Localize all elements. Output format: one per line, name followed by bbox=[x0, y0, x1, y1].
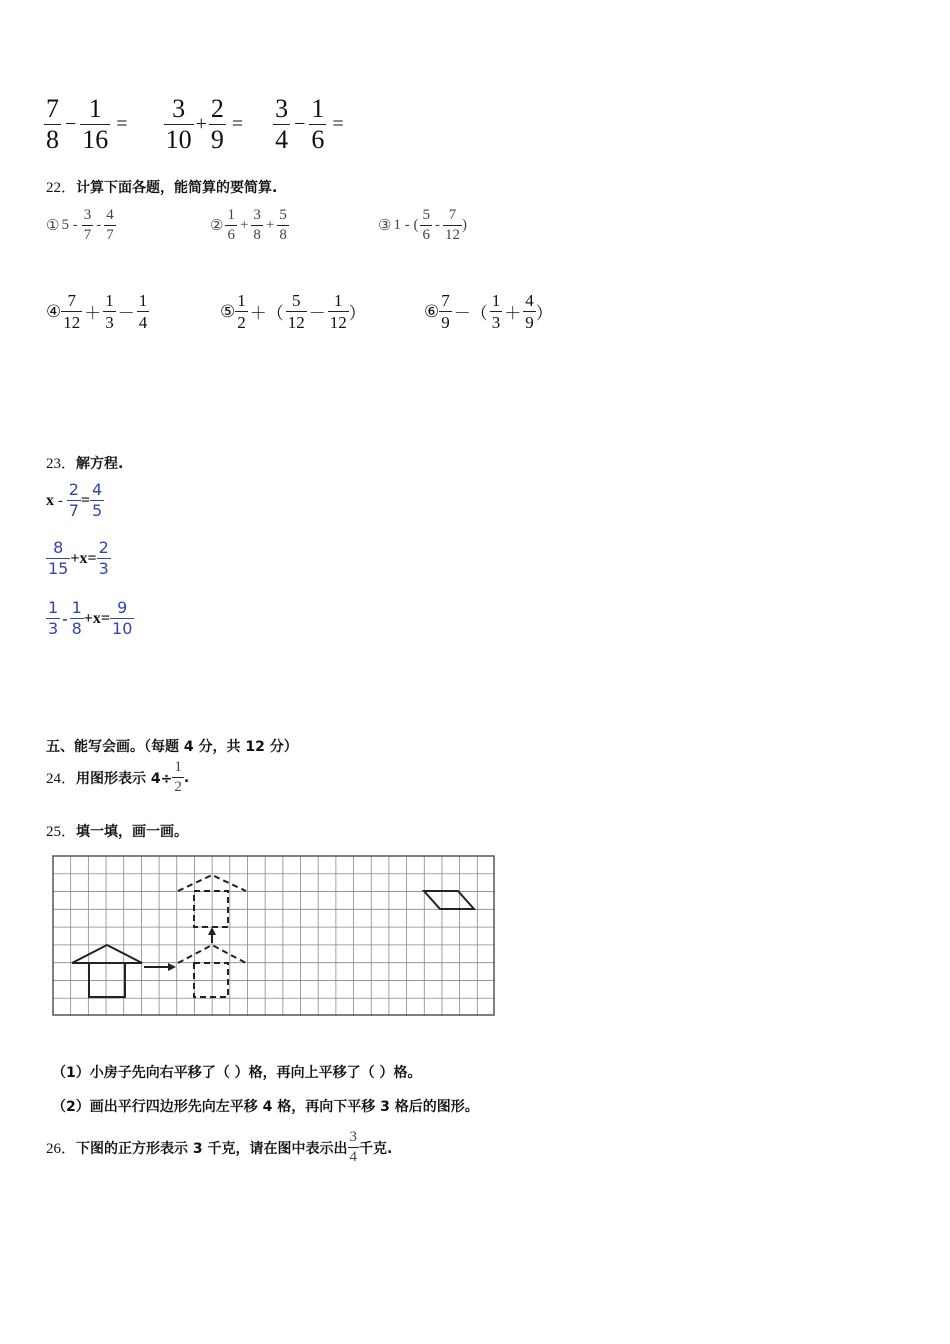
fraction: $\frac{7}{8}$ bbox=[46, 94, 59, 154]
q22-item-2: ② $\frac{1}{6}$ + $\frac{3}{8}$ + $\frac{5}{8}$ bbox=[210, 207, 287, 243]
q25-sub-2: （2）画出平行四边形先向左平移 4 格，再向下平移 3 格后的图形。 bbox=[52, 1099, 479, 1115]
q22-item-1: ① 5 - $\frac{3}{7}$ - $\frac{4}{7}$ bbox=[46, 207, 114, 243]
house-body bbox=[89, 963, 125, 997]
grid-border bbox=[53, 856, 494, 1015]
fraction: $\frac{2}{9}$ bbox=[210, 94, 224, 154]
fraction: $\frac{3}{10}$ bbox=[165, 94, 192, 154]
grid-lines bbox=[53, 856, 495, 1016]
equation-1: x - $\frac{2}{7}$ = $\frac{4}{5}$ bbox=[46, 480, 103, 520]
right-arrow-head bbox=[168, 963, 176, 971]
equation-3: $\frac{1}{3}$ - $\frac{1}{8}$ +x = $\frac{9}{10}$ bbox=[48, 598, 133, 638]
equation-2: $\frac{8}{15}$ +x = $\frac{2}{3}$ bbox=[48, 538, 109, 578]
up-arrow-head bbox=[208, 927, 216, 935]
q22-item-6: ⑥ $\frac{7}{9}$ －（ $\frac{1}{3}$ ＋ $\frac{4}{9}$ ） bbox=[424, 291, 553, 332]
question-26: 26． 下图的正方形表示 3 千克，请在图中表示出 $\frac{3}{4}$ 千克. bbox=[46, 1129, 393, 1165]
section-5-title: 五、能写会画。（每题 4 分，共 12 分） bbox=[46, 739, 298, 755]
fraction: $\frac{3}{4}$ bbox=[275, 94, 289, 154]
q22-item-5: ⑤ $\frac{1}{2}$ ＋（ $\frac{5}{12}$ － $\frac{1}{12}$ ） bbox=[220, 291, 366, 332]
q22-item-3: ③ 1 - ( $\frac{5}{6}$ - $\frac{7}{12}$ ) bbox=[378, 207, 467, 243]
question-22-title: 22．计算下面各题，能简算的要简算. bbox=[46, 180, 278, 196]
house-roof bbox=[72, 945, 142, 963]
q25-sub-1: （1）小房子先向右平移了（ ）格，再向上平移了（ ）格。 bbox=[52, 1065, 422, 1081]
question-23-title: 23．解方程. bbox=[46, 456, 124, 472]
parallelogram bbox=[424, 891, 474, 909]
question-24: 24． 用图形表示 4÷ $\frac{1}{2}$ . bbox=[46, 759, 190, 795]
q22-item-4: ④ $\frac{7}{12}$ ＋ $\frac{1}{3}$ － $\frac{1}{4}$ bbox=[46, 291, 148, 332]
translation-grid-figure bbox=[52, 855, 496, 1017]
top-expression-row: $\frac{7}{8}$ − $\frac{1}{16}$ = $\frac{3}{10}$ + $\frac{2}{9}$ = $\frac{3}{4}$ − $\frac{1}{6}$ = bbox=[46, 94, 344, 154]
question-25-title: 25．填一填，画一画。 bbox=[46, 824, 189, 840]
fraction: $\frac{1}{6}$ bbox=[311, 94, 325, 154]
fraction: $\frac{1}{16}$ bbox=[82, 94, 109, 154]
